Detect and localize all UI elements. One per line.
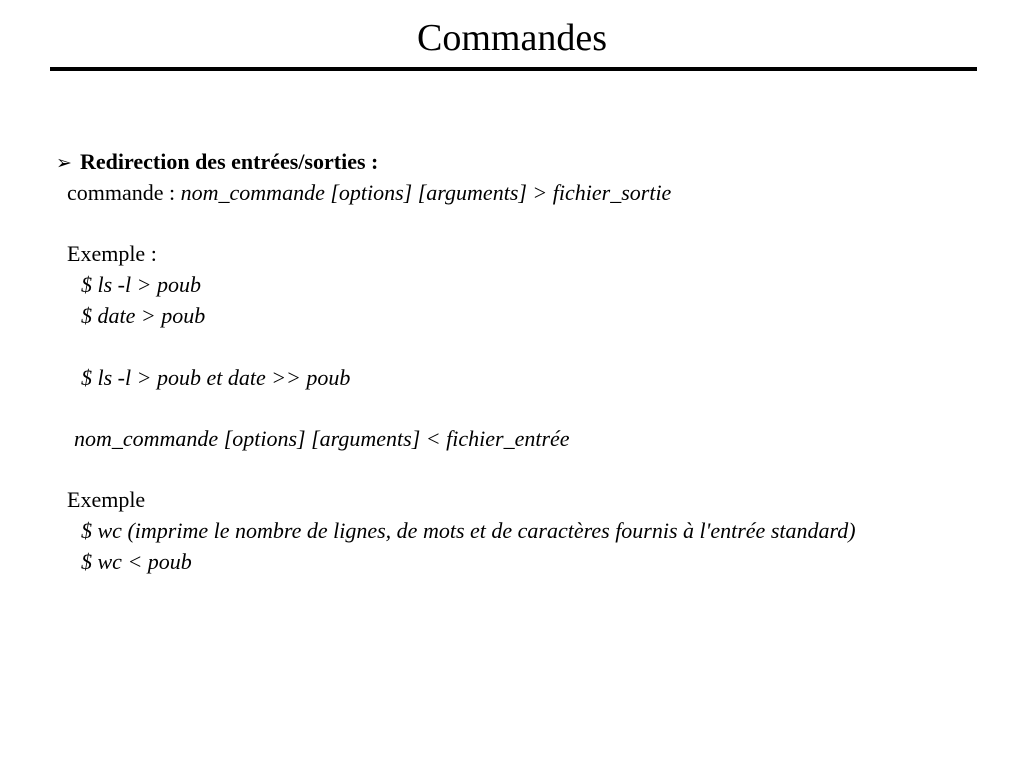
section-heading: Redirection des entrées/sorties : xyxy=(80,149,379,174)
example-2-line: $ wc (imprime le nombre de lignes, de mots et de caractères fournis à l'entrée standard) xyxy=(81,518,856,543)
syntax-label: commande : xyxy=(67,180,181,205)
slide-title: Commandes xyxy=(417,17,607,59)
bullet-item xyxy=(56,149,378,177)
example-1-line: $ date > poub xyxy=(81,303,206,328)
syntax-input-line: nom_commande [options] [arguments] < fichier_entrée xyxy=(74,426,570,451)
example-2-label: Exemple xyxy=(67,487,146,512)
example-1-line: $ ls -l > poub xyxy=(81,272,201,297)
arrow-bullet-icon: ➢ xyxy=(56,153,72,174)
example-2-line: $ wc < poub xyxy=(81,549,192,574)
example-1-append-line: $ ls -l > poub et date >> poub xyxy=(81,365,351,390)
syntax-output-line xyxy=(67,180,671,206)
title-divider xyxy=(50,67,977,71)
syntax-output: nom_commande [options] [arguments] > fichier_sortie xyxy=(180,180,672,205)
example-1-label: Exemple : xyxy=(67,241,157,266)
